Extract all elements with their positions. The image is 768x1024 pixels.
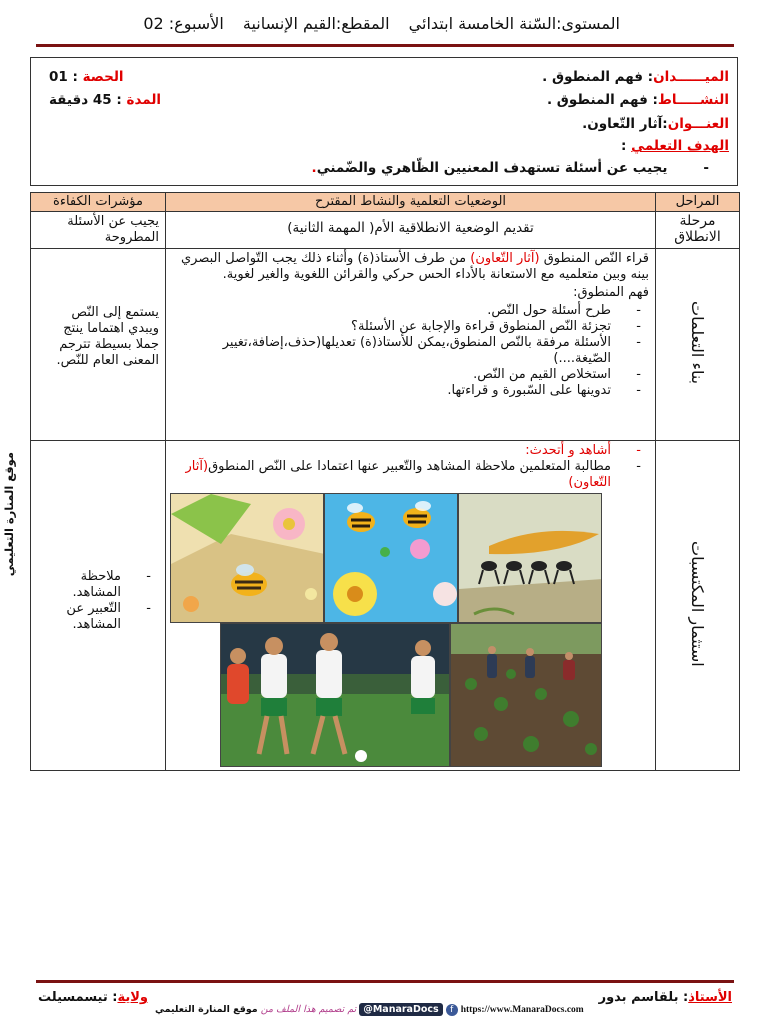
row3-stage: استثمار المكتسبات (688, 540, 707, 667)
state-value: : تيسمسيلت (38, 990, 118, 1005)
goal-row (621, 138, 729, 154)
footer-rule (36, 980, 734, 983)
list-item: - استخلاص القيم من النّص. (166, 367, 649, 383)
list-item: - تدوينها على السّبورة و قراءتها. (166, 383, 649, 399)
header-stages: المراحل (656, 193, 740, 212)
table-header-row (31, 193, 740, 212)
side-site-label (2, 452, 22, 577)
week-text: الأسبوع: 02 (143, 14, 224, 33)
header-situations: الوضعيات التعلمية والنشاط المقترح (166, 193, 656, 212)
credit-handle[interactable]: @ManaraDocs (359, 1003, 442, 1016)
state-row (38, 990, 148, 1005)
field-row (542, 69, 729, 85)
side-site-text: موقع المنارة التعليمي (2, 452, 16, 577)
row3-task-list (166, 441, 655, 491)
activity-row (547, 92, 729, 108)
goal-value: يجيب عن أسئلة تستهدف المعنيين الظّاهري والضّمني (316, 160, 668, 176)
table-row (31, 249, 740, 441)
section-text: المقطع:القيم الإنسانية (242, 14, 390, 33)
list-item: - أشاهد و أتحدث: (166, 443, 649, 459)
field-label: الميــــــدان (653, 69, 729, 85)
header-indicators: مؤشرات الكفاءة (31, 193, 166, 212)
teacher-value: : بلقاسم بدور (598, 990, 689, 1005)
intro-title-red: (آثار التّعاون) (470, 251, 540, 266)
list-item: - ملاحظة المشاهد. (31, 569, 159, 601)
farmers-field-image (450, 623, 602, 767)
facebook-icon: f (446, 1004, 458, 1016)
row3-indicators (31, 441, 165, 633)
teacher-row (599, 990, 732, 1005)
session-value: : 01 (49, 69, 78, 85)
task-title-red: (آثار التّعاون) (185, 459, 611, 490)
duration-label: المدة (126, 92, 162, 108)
row2-intro (166, 249, 655, 285)
task-text: مطالبة المتعلمين ملاحظة المشاهد والتّعبير عنها اعتمادا على النّص المنطوق (208, 459, 611, 474)
goal-dash: - (703, 160, 709, 176)
level-text: المستوى:السّنة الخامسة ابتدائي (408, 14, 620, 33)
row2-indicator: يستمع إلى النّص ويبدي اهتماما ينتج جملا بسيطة تترجم المعنى العام للنّص. (56, 305, 159, 368)
list-item (166, 459, 649, 491)
bee-flower-image (170, 493, 324, 623)
football-players-image (220, 623, 450, 767)
row2-stage: بناء التعلمات (688, 300, 707, 385)
bees-flying-image (324, 493, 458, 623)
title-value: :آثار التّعاون. (582, 116, 668, 132)
goal-text-row (312, 160, 709, 176)
row1-indicator: يجيب عن الأسئلة المطروحة (67, 214, 159, 245)
goal-label: الهدف التعلمي (631, 138, 729, 154)
activity-value: : فهم المنطوق . (546, 92, 658, 108)
intro-text-b: من طرف الأستاذ(ة) وأثناء ذلك يجب التّواصل البصري بينه وبين متعلميه مع الاستعانة بالأداء الحس حركي والقرائن اللغوية والغير لغوية. (180, 251, 649, 282)
title-row (582, 116, 729, 132)
list-item: - تجزئة النّص المنطوق قراءة والإجابة عن الأسئلة؟ (166, 319, 649, 335)
activity-label: النشـــــاط (657, 92, 729, 108)
field-value: : فهم المنطوق . (542, 69, 654, 85)
ants-leaf-image (458, 493, 602, 623)
row1-activity: تقديم الوضعية الانطلاقية الأم( المهمة الثانية) (287, 220, 534, 236)
credit-url-link[interactable]: https://www.ManaraDocs.com (460, 1005, 584, 1015)
session-label: الحصة (82, 69, 124, 85)
intro-text-a: قراء النّص المنطوق (543, 251, 649, 266)
row2-understand: فهم المنطوق: (573, 285, 649, 300)
row2-steps-list (166, 303, 655, 399)
list-item: - التّعبير عن المشاهد. (31, 601, 159, 633)
goal-colon: : (621, 138, 627, 154)
credit-site-text: موقع المنارة التعليمي (155, 1004, 258, 1015)
duration-value: : 45 دقيقة (49, 92, 122, 108)
page-header (143, 14, 620, 33)
goal-dot: . (311, 160, 317, 176)
scene-images (170, 493, 602, 767)
state-label: ولاية (117, 990, 148, 1005)
title-label: العنـــوان (667, 116, 729, 132)
table-row (31, 212, 740, 249)
session-row (49, 69, 124, 85)
list-item: - الأسئلة مرفقة بالنّص المنطوق،يمكن للأستاذ(ة) تعديلها(حذف،إضافة،تغيير الصّيغة....) (166, 335, 649, 367)
teacher-label: الأستاذ (688, 990, 732, 1005)
credit-design-text: تم تصميم هذا الملف من (260, 1004, 357, 1015)
list-item: - طرح أسئلة حول النّص. (166, 303, 649, 319)
duration-row (49, 92, 161, 108)
header-rule (36, 44, 734, 47)
row1-stage: مرحلة الانطلاق (674, 213, 721, 245)
lesson-info-box (30, 57, 738, 186)
credit-strip (155, 1004, 595, 1020)
